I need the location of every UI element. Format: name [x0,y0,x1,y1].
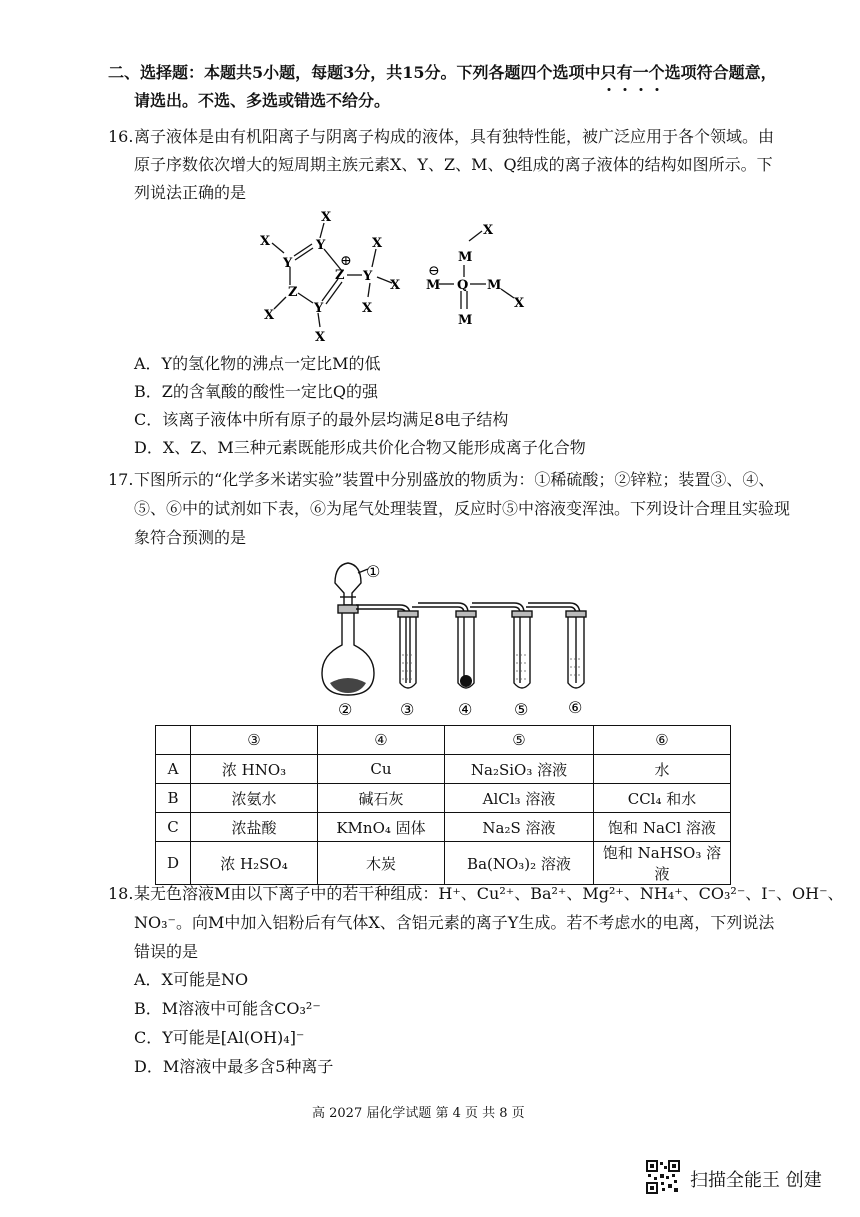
stopper [338,605,358,613]
x-atom-5: X [372,236,383,251]
separatory-funnel [335,563,361,605]
x-atom-1: X [321,210,332,225]
x-atom-3: X [264,308,275,323]
y-atom-1: Y [316,238,326,253]
y-atom-3: Y [314,301,324,316]
label-2: ② [338,700,353,719]
x-atom-4: X [315,330,326,345]
z-atom-1: Z [335,268,345,283]
q16-stem-line1: 离子液体是由有机阳离子与阴离子构成的液体，具有独特性能，被广泛应用于各个领域。由 [134,127,775,146]
reagent-table [155,725,731,885]
m-atom-4: M [458,313,473,328]
table-cell: 浓 H₂SO₄ [191,842,318,885]
table-cell: B [156,784,191,813]
q18-option-b: B．M溶液中可能含CO₃²⁻ [134,999,321,1018]
table-cell: Ba(NO₃)₂ 溶液 [445,842,594,885]
q18-option-c: C．Y可能是[Al(OH)₄]⁻ [134,1028,305,1047]
table-cell: D [156,842,191,885]
table-header-cell [156,726,191,755]
label-5: ⑤ [514,700,529,719]
q16-option-c: C．该离子液体中所有原子的最外层均满足8电子结构 [134,410,509,429]
q17-stem-line2: ⑤、⑥中的试剂如下表，⑥为尾气处理装置，反应时⑤中溶液变浑浊。下列设计合理且实验现 [134,499,791,518]
table-row [156,842,731,885]
table-header-row [156,726,731,755]
table-cell: A [156,755,191,784]
q17-number: 17. [108,470,134,489]
table-cell: 浓盐酸 [191,813,318,842]
q16-stem-line2: 原子序数依次增大的短周期主族元素X、Y、Z、M、Q组成的离子液体的结构如图所示。下 [134,155,773,174]
table-header-cell: ⑥ [594,726,731,755]
emphasis-char: 一 [632,63,649,82]
z-atom-2: Z [288,285,298,300]
table-cell: CCl₄ 和水 [594,784,731,813]
label-4: ④ [458,700,473,719]
table-cell: 浓氨水 [191,784,318,813]
section-heading-post: 选项符合题意， [664,63,777,82]
anion-bonds [439,231,514,309]
label-6: ⑥ [568,698,583,717]
x-atom-7: X [362,301,373,316]
label-1: ① [366,562,381,581]
table-cell: Na₂S 溶液 [445,813,594,842]
zinc-granules [330,678,366,693]
y-atom-4: Y [363,269,373,284]
label-3: ③ [400,700,415,719]
page-footer: 高 2027 届化学试题 第 4 页 共 8 页 [312,1106,525,1121]
table-cell: Cu [318,755,445,784]
table-cell: AlCl₃ 溶液 [445,784,594,813]
x-atom-2: X [260,234,271,249]
q18-stem-line1: 某无色溶液M由以下离子中的若干种组成：H⁺、Cu²⁺、Ba²⁺、Mg²⁺、NH₄⁺、CO₃²⁻、I⁻、OH⁻、 [134,884,844,903]
test-tube-5 [514,617,530,688]
emphasis-char: 只 [600,63,617,82]
q17-stem-line3: 象符合预测的是 [134,528,247,547]
table-cell: 饱和 NaHSO₃ 溶液 [594,842,731,885]
q18-option-d: D．M溶液中最多含5种离子 [134,1057,334,1076]
q16-option-b: B．Z的含氧酸的酸性一定比Q的强 [134,382,378,401]
x-atom-9: X [514,296,525,311]
table-cell: KMnO₄ 固体 [318,813,445,842]
solid-sample [460,675,472,687]
table-row [156,784,731,813]
x-atom-6: X [390,278,401,293]
m-atom-3: M [487,278,502,293]
qr-code-icon [646,1160,680,1194]
q18-number: 18. [108,884,134,903]
scanner-watermark: 扫描全能王 创建 [690,1170,822,1191]
section-heading [108,62,777,84]
x-atom-8: X [483,223,494,238]
emphasis-char: 个 [648,63,665,82]
q18-stem-line3: 错误的是 [134,942,199,961]
test-tube-3 [400,617,416,688]
m-atom-2: M [426,278,441,293]
table-row [156,813,731,842]
m-atom-1: M [458,250,473,265]
q17-stem-line1: 下图所示的“化学多米诺实验”装置中分别盛放的物质为：①稀硫酸；②锌粒；装置③、④、 [134,470,775,489]
q18-option-a: A．X可能是NO [134,970,249,989]
section-heading-emph [601,63,665,82]
y-atom-2: Y [283,256,293,271]
table-header-cell: ⑤ [445,726,594,755]
section-heading-pre: 二、选择题：本题共5小题，每题3分，共15分。下列各题四个选项中 [108,63,601,82]
table-header-cell: ④ [318,726,445,755]
table-cell: 碱石灰 [318,784,445,813]
q-atom: Q [457,278,469,293]
cation-charge: ⊕ [340,253,352,269]
table-row [156,755,731,784]
emphasis-char: 有 [616,63,633,82]
domino-apparatus [300,555,630,720]
table-cell: 饱和 NaCl 溶液 [594,813,731,842]
q16-option-d: D．X、Z、M三种元素既能形成共价化合物又能形成离子化合物 [134,438,586,457]
q18-stem-line2: NO₃⁻。向M中加入铝粉后有气体X、含铝元素的离子Y生成。若不考虑水的电离，下列说法 [134,913,775,932]
q16-stem-line3: 列说法正确的是 [134,183,247,202]
table-cell: 水 [594,755,731,784]
table-cell: 浓 HNO₃ [191,755,318,784]
ionic-liquid-structure [250,205,550,345]
q16-number: 16. [108,127,134,146]
table-cell: Na₂SiO₃ 溶液 [445,755,594,784]
table-header-cell: ③ [191,726,318,755]
anion-charge: ⊖ [428,263,440,279]
q16-option-a: A．Y的氢化物的沸点一定比M的低 [134,354,381,373]
table-cell: 木炭 [318,842,445,885]
table-cell: C [156,813,191,842]
section-heading-line2: 请选出。不选、多选或错选不给分。 [134,91,391,110]
